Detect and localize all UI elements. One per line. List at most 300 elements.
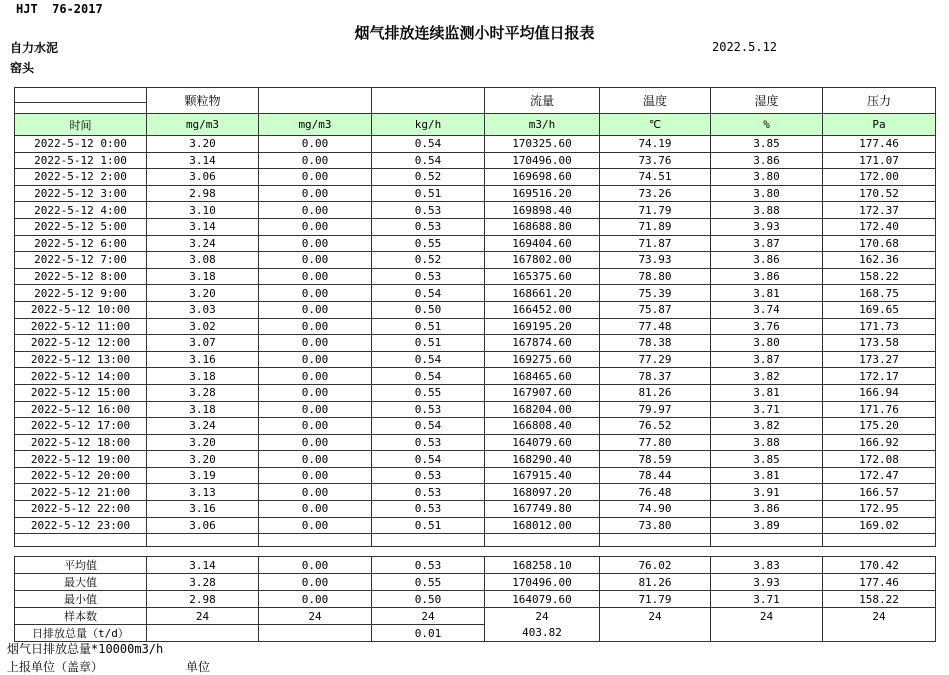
value-cell: 74.90 (600, 501, 711, 518)
value-cell: 166.57 (823, 484, 936, 501)
summary-row (15, 591, 936, 608)
value-cell: 0.00 (259, 185, 372, 202)
summary-label: 日排放总量（t/d） (15, 625, 147, 642)
value-cell: 170.68 (823, 235, 936, 252)
value-cell: 0.53 (372, 401, 485, 418)
value-cell: 175.20 (823, 418, 936, 435)
unit-label: 单位 (186, 660, 211, 674)
value-cell: 78.37 (600, 368, 711, 385)
value-cell: 3.81 (711, 285, 823, 302)
summary-value (147, 625, 259, 642)
summary-value: 168258.10 (485, 557, 600, 574)
table-row (15, 501, 936, 518)
value-cell: 168204.00 (485, 401, 600, 418)
value-cell: 3.10 (147, 202, 259, 219)
unit-kgh: kg/h (372, 114, 485, 136)
value-cell: 3.91 (711, 484, 823, 501)
value-cell: 71.87 (600, 235, 711, 252)
value-cell: 75.39 (600, 285, 711, 302)
value-cell: 3.71 (711, 401, 823, 418)
empty-cell (372, 534, 485, 547)
table-row (15, 467, 936, 484)
value-cell: 3.06 (147, 169, 259, 186)
value-cell: 0.52 (372, 252, 485, 269)
time-cell: 2022-5-12 4:00 (15, 202, 147, 219)
value-cell: 3.93 (711, 218, 823, 235)
table-row (15, 285, 936, 302)
value-cell: 169898.40 (485, 202, 600, 219)
value-cell: 167915.40 (485, 467, 600, 484)
value-cell: 3.81 (711, 467, 823, 484)
value-cell: 0.00 (259, 136, 372, 153)
time-cell: 2022-5-12 1:00 (15, 152, 147, 169)
value-cell: 77.29 (600, 351, 711, 368)
value-cell: 73.80 (600, 517, 711, 534)
summary-value: 158.22 (823, 591, 936, 608)
value-cell: 0.54 (372, 136, 485, 153)
summary-value: 24 (711, 608, 823, 625)
corner-cell-top (15, 88, 147, 103)
value-cell: 169275.60 (485, 351, 600, 368)
value-cell: 3.14 (147, 152, 259, 169)
summary-value: 164079.60 (485, 591, 600, 608)
value-cell: 3.80 (711, 335, 823, 352)
footer-note: 烟气日排放总量*10000m3/h (7, 642, 164, 656)
value-cell: 0.55 (372, 384, 485, 401)
value-cell: 168661.20 (485, 285, 600, 302)
summary-value: 24 (600, 608, 711, 625)
value-cell: 169.02 (823, 517, 936, 534)
value-cell: 0.53 (372, 434, 485, 451)
value-cell: 3.85 (711, 451, 823, 468)
summary-rows (15, 557, 936, 642)
value-cell: 0.00 (259, 467, 372, 484)
report-title: 烟气排放连续监测小时平均值日报表 (354, 24, 595, 42)
group-header-blank-1 (259, 88, 372, 114)
time-cell: 2022-5-12 8:00 (15, 268, 147, 285)
corner-cell-bottom (15, 103, 147, 114)
value-cell: 0.53 (372, 484, 485, 501)
time-cell: 2022-5-12 10:00 (15, 301, 147, 318)
value-cell: 78.59 (600, 451, 711, 468)
value-cell: 166808.40 (485, 418, 600, 435)
group-header-temperature: 温度 (600, 88, 711, 114)
value-cell: 75.87 (600, 301, 711, 318)
value-cell: 170496.00 (485, 152, 600, 169)
value-cell: 3.86 (711, 268, 823, 285)
table-row (15, 401, 936, 418)
value-cell: 0.00 (259, 368, 372, 385)
value-cell: 0.54 (372, 368, 485, 385)
time-cell: 2022-5-12 0:00 (15, 136, 147, 153)
value-cell: 169404.60 (485, 235, 600, 252)
table-row (15, 434, 936, 451)
table-row (15, 268, 936, 285)
value-cell: 169516.20 (485, 185, 600, 202)
time-cell: 2022-5-12 14:00 (15, 368, 147, 385)
company-name: 自力水泥 (10, 41, 59, 55)
value-cell: 0.51 (372, 318, 485, 335)
summary-value: 3.83 (711, 557, 823, 574)
value-cell: 77.80 (600, 434, 711, 451)
value-cell: 0.53 (372, 467, 485, 484)
value-cell: 0.54 (372, 451, 485, 468)
group-header-particulate: 颗粒物 (147, 88, 259, 114)
summary-value: 3.28 (147, 574, 259, 591)
value-cell: 0.00 (259, 268, 372, 285)
summary-row (15, 625, 936, 642)
value-cell: 3.89 (711, 517, 823, 534)
unit-percent: % (711, 114, 823, 136)
value-cell: 74.19 (600, 136, 711, 153)
value-cell: 3.13 (147, 484, 259, 501)
summary-value: 81.26 (600, 574, 711, 591)
value-cell: 0.54 (372, 351, 485, 368)
value-cell: 171.07 (823, 152, 936, 169)
value-cell: 3.20 (147, 434, 259, 451)
value-cell: 0.00 (259, 335, 372, 352)
value-cell: 0.00 (259, 401, 372, 418)
value-cell: 74.51 (600, 169, 711, 186)
summary-value: 24 (485, 608, 600, 625)
table-row (15, 202, 936, 219)
time-cell: 2022-5-12 3:00 (15, 185, 147, 202)
table-row (15, 152, 936, 169)
value-cell: 0.00 (259, 484, 372, 501)
value-cell: 3.07 (147, 335, 259, 352)
unit-pa: Pa (823, 114, 936, 136)
value-cell: 73.76 (600, 152, 711, 169)
summary-value: 2.98 (147, 591, 259, 608)
value-cell: 0.00 (259, 501, 372, 518)
value-cell: 168688.80 (485, 218, 600, 235)
group-header-flow: 流量 (485, 88, 600, 114)
value-cell: 0.50 (372, 301, 485, 318)
value-cell: 3.86 (711, 501, 823, 518)
table-row (15, 218, 936, 235)
value-cell: 79.97 (600, 401, 711, 418)
value-cell: 172.17 (823, 368, 936, 385)
time-cell: 2022-5-12 11:00 (15, 318, 147, 335)
value-cell: 0.00 (259, 434, 372, 451)
value-cell: 166.92 (823, 434, 936, 451)
table-row (15, 301, 936, 318)
summary-value: 76.02 (600, 557, 711, 574)
summary-table (14, 556, 936, 642)
unit-mgm3-2: mg/m3 (259, 114, 372, 136)
value-cell: 0.00 (259, 285, 372, 302)
value-cell: 3.06 (147, 517, 259, 534)
table-row (15, 252, 936, 269)
value-cell: 0.00 (259, 301, 372, 318)
value-cell: 167874.60 (485, 335, 600, 352)
summary-value: 0.55 (372, 574, 485, 591)
value-cell: 0.53 (372, 501, 485, 518)
value-cell: 2.98 (147, 185, 259, 202)
summary-value: 24 (259, 608, 372, 625)
time-cell: 2022-5-12 20:00 (15, 467, 147, 484)
value-cell: 3.18 (147, 268, 259, 285)
summary-value: 71.79 (600, 591, 711, 608)
value-cell: 172.08 (823, 451, 936, 468)
summary-value: 170496.00 (485, 574, 600, 591)
value-cell: 169195.20 (485, 318, 600, 335)
time-cell: 2022-5-12 5:00 (15, 218, 147, 235)
group-header-blank-2 (372, 88, 485, 114)
value-cell: 73.93 (600, 252, 711, 269)
value-cell: 3.24 (147, 418, 259, 435)
time-cell: 2022-5-12 6:00 (15, 235, 147, 252)
value-cell: 3.86 (711, 252, 823, 269)
table-row (15, 136, 936, 153)
empty-cell (600, 534, 711, 547)
value-cell: 3.74 (711, 301, 823, 318)
time-cell: 2022-5-12 9:00 (15, 285, 147, 302)
table-row (15, 185, 936, 202)
value-cell: 173.58 (823, 335, 936, 352)
value-cell: 3.85 (711, 136, 823, 153)
table-row (15, 451, 936, 468)
standard-code: HJT 76-2017 (16, 2, 103, 16)
value-cell: 166452.00 (485, 301, 600, 318)
time-cell: 2022-5-12 22:00 (15, 501, 147, 518)
summary-label: 最大值 (15, 574, 147, 591)
value-cell: 0.54 (372, 152, 485, 169)
summary-row (15, 608, 936, 625)
value-cell: 0.51 (372, 517, 485, 534)
value-cell: 3.87 (711, 351, 823, 368)
unit-mgm3-1: mg/m3 (147, 114, 259, 136)
empty-cell (15, 534, 147, 547)
value-cell: 0.00 (259, 451, 372, 468)
value-cell: 3.80 (711, 169, 823, 186)
time-header: 时间 (15, 114, 147, 136)
summary-label: 样本数 (15, 608, 147, 625)
value-cell: 167749.80 (485, 501, 600, 518)
value-cell: 3.16 (147, 501, 259, 518)
value-cell: 0.53 (372, 218, 485, 235)
value-cell: 0.00 (259, 418, 372, 435)
value-cell: 172.95 (823, 501, 936, 518)
value-cell: 3.87 (711, 235, 823, 252)
table-row (15, 384, 936, 401)
value-cell: 0.00 (259, 252, 372, 269)
summary-value: 0.50 (372, 591, 485, 608)
report-unit-label: 上报单位（盖章） (7, 660, 104, 674)
empty-cell (823, 534, 936, 547)
report-date: 2022.5.12 (712, 40, 778, 54)
value-cell: 0.00 (259, 318, 372, 335)
empty-cell (259, 534, 372, 547)
value-cell: 71.79 (600, 202, 711, 219)
value-cell: 172.00 (823, 169, 936, 186)
value-cell: 168097.20 (485, 484, 600, 501)
summary-value: 170.42 (823, 557, 936, 574)
data-rows (15, 136, 936, 534)
table-row (15, 418, 936, 435)
empty-cell (711, 534, 823, 547)
value-cell: 81.26 (600, 384, 711, 401)
value-cell: 164079.60 (485, 434, 600, 451)
table-row (15, 235, 936, 252)
summary-row (15, 557, 936, 574)
time-cell: 2022-5-12 19:00 (15, 451, 147, 468)
summary-value (259, 625, 372, 642)
value-cell: 3.82 (711, 418, 823, 435)
table-row (15, 368, 936, 385)
value-cell: 3.81 (711, 384, 823, 401)
value-cell: 3.18 (147, 401, 259, 418)
value-cell: 172.47 (823, 467, 936, 484)
value-cell: 172.37 (823, 202, 936, 219)
value-cell: 0.00 (259, 202, 372, 219)
summary-value: 0.53 (372, 557, 485, 574)
summary-value: 0.00 (259, 591, 372, 608)
value-cell: 172.40 (823, 218, 936, 235)
group-header-humidity: 湿度 (711, 88, 823, 114)
summary-value: 0.00 (259, 574, 372, 591)
summary-value: 24 (147, 608, 259, 625)
value-cell: 3.19 (147, 467, 259, 484)
value-cell: 3.20 (147, 136, 259, 153)
summary-value (823, 625, 936, 642)
table-row (15, 318, 936, 335)
value-cell: 0.51 (372, 185, 485, 202)
value-cell: 168.75 (823, 285, 936, 302)
value-cell: 0.00 (259, 235, 372, 252)
value-cell: 3.16 (147, 351, 259, 368)
value-cell: 78.80 (600, 268, 711, 285)
value-cell: 167907.60 (485, 384, 600, 401)
value-cell: 0.00 (259, 152, 372, 169)
summary-value: 177.46 (823, 574, 936, 591)
table-row (15, 169, 936, 186)
value-cell: 3.18 (147, 368, 259, 385)
value-cell: 3.14 (147, 218, 259, 235)
value-cell: 168465.60 (485, 368, 600, 385)
value-cell: 76.52 (600, 418, 711, 435)
summary-value: 24 (823, 608, 936, 625)
value-cell: 0.51 (372, 335, 485, 352)
unit-header-row (15, 114, 936, 136)
time-cell: 2022-5-12 15:00 (15, 384, 147, 401)
value-cell: 3.28 (147, 384, 259, 401)
summary-value: 0.01 (372, 625, 485, 642)
value-cell: 0.00 (259, 218, 372, 235)
value-cell: 0.00 (259, 384, 372, 401)
unit-celsius: ℃ (600, 114, 711, 136)
value-cell: 168012.00 (485, 517, 600, 534)
value-cell: 78.44 (600, 467, 711, 484)
value-cell: 77.48 (600, 318, 711, 335)
value-cell: 0.00 (259, 517, 372, 534)
summary-value: 3.71 (711, 591, 823, 608)
time-cell: 2022-5-12 17:00 (15, 418, 147, 435)
summary-row (15, 574, 936, 591)
value-cell: 171.76 (823, 401, 936, 418)
value-cell: 158.22 (823, 268, 936, 285)
summary-label: 平均值 (15, 557, 147, 574)
spacer-section (15, 534, 936, 547)
summary-value: 0.00 (259, 557, 372, 574)
empty-cell (147, 534, 259, 547)
unit-m3h: m3/h (485, 114, 600, 136)
value-cell: 170325.60 (485, 136, 600, 153)
value-cell: 3.08 (147, 252, 259, 269)
summary-value: 3.93 (711, 574, 823, 591)
time-cell: 2022-5-12 12:00 (15, 335, 147, 352)
value-cell: 0.52 (372, 169, 485, 186)
table-row (15, 351, 936, 368)
monitoring-point: 窑头 (10, 61, 35, 75)
summary-label: 最小值 (15, 591, 147, 608)
value-cell: 0.00 (259, 169, 372, 186)
summary-value: 403.82 (485, 625, 600, 642)
value-cell: 170.52 (823, 185, 936, 202)
time-cell: 2022-5-12 23:00 (15, 517, 147, 534)
report-table (14, 87, 936, 547)
value-cell: 168290.40 (485, 451, 600, 468)
value-cell: 3.20 (147, 285, 259, 302)
group-header-pressure: 压力 (823, 88, 936, 114)
spacer-row (15, 534, 936, 547)
value-cell: 78.38 (600, 335, 711, 352)
value-cell: 71.89 (600, 218, 711, 235)
value-cell: 3.20 (147, 451, 259, 468)
value-cell: 3.80 (711, 185, 823, 202)
value-cell: 0.55 (372, 235, 485, 252)
summary-value (711, 625, 823, 642)
value-cell: 73.26 (600, 185, 711, 202)
value-cell: 169698.60 (485, 169, 600, 186)
summary-value (600, 625, 711, 642)
value-cell: 162.36 (823, 252, 936, 269)
value-cell: 76.48 (600, 484, 711, 501)
value-cell: 165375.60 (485, 268, 600, 285)
summary-value: 24 (372, 608, 485, 625)
time-cell: 2022-5-12 18:00 (15, 434, 147, 451)
table-header (15, 88, 936, 136)
value-cell: 3.88 (711, 202, 823, 219)
value-cell: 0.54 (372, 418, 485, 435)
value-cell: 0.00 (259, 351, 372, 368)
value-cell: 173.27 (823, 351, 936, 368)
value-cell: 167802.00 (485, 252, 600, 269)
value-cell: 3.03 (147, 301, 259, 318)
time-cell: 2022-5-12 2:00 (15, 169, 147, 186)
value-cell: 171.73 (823, 318, 936, 335)
empty-cell (485, 534, 600, 547)
value-cell: 3.86 (711, 152, 823, 169)
value-cell: 3.82 (711, 368, 823, 385)
value-cell: 3.02 (147, 318, 259, 335)
group-header-row (15, 88, 936, 103)
value-cell: 3.88 (711, 434, 823, 451)
time-cell: 2022-5-12 13:00 (15, 351, 147, 368)
summary-value: 3.14 (147, 557, 259, 574)
table-row (15, 335, 936, 352)
table-row (15, 517, 936, 534)
time-cell: 2022-5-12 21:00 (15, 484, 147, 501)
value-cell: 0.53 (372, 202, 485, 219)
value-cell: 166.94 (823, 384, 936, 401)
time-cell: 2022-5-12 16:00 (15, 401, 147, 418)
value-cell: 3.76 (711, 318, 823, 335)
value-cell: 3.24 (147, 235, 259, 252)
table-row (15, 484, 936, 501)
value-cell: 177.46 (823, 136, 936, 153)
value-cell: 0.54 (372, 285, 485, 302)
